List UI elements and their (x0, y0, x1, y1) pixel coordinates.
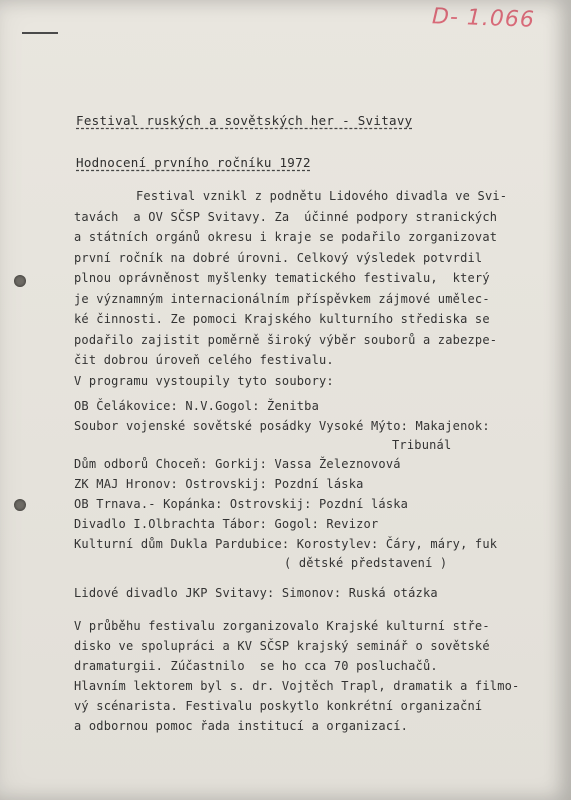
ensemble-entry-continuation: Tribunál (392, 438, 452, 452)
paragraph2-line: vý scénarista. Festivalu poskytlo konkrétní organizační (74, 699, 483, 713)
ensemble-entry: Soubor vojenské sovětské posádky Vysoké Mýto: Makajenok: (74, 419, 490, 433)
ensemble-entry-note: ( dětské představení ) (284, 556, 448, 570)
paragraph1-line: Festival vznikl z podnětu Lidového divadla ve Svi- (136, 189, 508, 203)
paragraph1-line: ké činnosti. Ze pomoci Krajského kulturního střediska se (74, 312, 490, 326)
paragraph2-line: dramaturgii. Zúčastnilo se ho cca 70 posluchačů. (74, 659, 438, 673)
corner-dash-mark (22, 32, 58, 34)
document-subtitle: Hodnocení prvního ročníku 1972 (76, 155, 311, 170)
paragraph1-line: tavách a OV SČSP Svitavy. Za účinné podpory stranických (74, 210, 498, 224)
paragraph2-line: disko ve spolupráci a KV SČSP krajský seminář o sovětské (74, 639, 490, 653)
ensemble-entry: OB Čelákovice: N.V.Gogol: Ženitba (74, 399, 320, 413)
paragraph1-line: podařilo zajistit poměrně široký výběr souborů a zabezpe- (74, 333, 498, 347)
ensemble-entry: Lidové divadlo JKP Svitavy: Simonov: Ruská otázka (74, 586, 438, 600)
punch-hole-bottom (14, 499, 26, 511)
paragraph1-line: první ročník na dobré úrovni. Celkový výsledek potvrdil (74, 251, 483, 265)
paragraph2-line: a odbornou pomoc řada institucí a organizací. (74, 719, 409, 733)
ensemble-entry: Dům odborů Choceň: Gorkij: Vassa Železnovová (74, 457, 401, 471)
punch-hole-top (14, 275, 26, 287)
ensemble-entry: Divadlo I.Olbrachta Tábor: Gogol: Revizor (74, 517, 379, 531)
paragraph1-line: plnou oprávněnost myšlenky tematického festivalu, který (74, 271, 490, 285)
paragraph2-line: Hlavním lektorem byl s. dr. Vojtěch Trapl, dramatik a filmo- (74, 679, 520, 693)
paragraph1-line: čit dobrou úroveň celého festivalu. (74, 353, 334, 367)
ensemble-entry: Kulturní dům Dukla Pardubice: Korostylev: Čáry, máry, fuk (74, 537, 498, 551)
paragraph1-line: je významným internacionálním příspěvkem zájmové umělec- (74, 292, 490, 306)
ensemble-entry: ZK MAJ Hronov: Ostrovskij: Pozdní láska (74, 477, 364, 491)
program-intro: V programu vystoupily tyto soubory: (74, 374, 334, 388)
archive-number: D- 1.066 (431, 4, 536, 33)
paragraph2-line: V průběhu festivalu zorganizovalo Krajské kulturní stře- (74, 619, 490, 633)
document-title: Festival ruských a sovětských her - Svitavy (76, 113, 413, 128)
ensemble-entry: OB Trnava.- Kopánka: Ostrovskij: Pozdní láska (74, 497, 409, 511)
paragraph1-line: a státních orgánů okresu i kraje se podařilo zorganizovat (74, 230, 498, 244)
